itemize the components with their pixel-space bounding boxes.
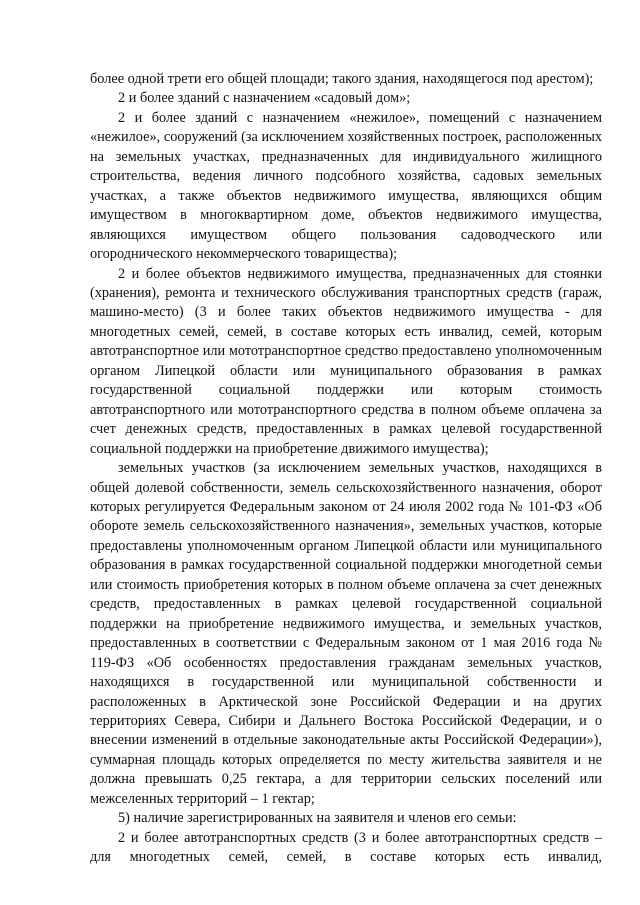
paragraph-vehicles: 2 и более автотранспортных средств (3 и более автотранспортных средств – для многодетных семей, семей, в составе которых есть инвалид, [90,829,602,866]
paragraph-garden-houses: 2 и более зданий с назначением «садовый дом»; [118,90,411,107]
paragraph-non-residential: 2 и более зданий с назначением «нежилое», помещений с назначением «нежилое», сооружений (за исключением хозяйственных построек, расположенных на земельных участках, предназначенных для индивидуального жилищного строительства, ведения личного подсобного хозяйства, садовых земельных участках, а также объектов недвижимого имущества, являющихся общим имуществом в многоквартирном доме, объектов недвижимого имущества, являющихся имуществом общего пользования садоводческого или огороднического некоммерческого товарищества); [90,109,602,263]
paragraph-item-5: 5) наличие зарегистрированных на заявителя и членов его семьи: [118,810,517,827]
paragraph-continuation: более одной трети его общей площади; такого здания, находящегося под арестом); [90,71,594,87]
paragraph-vehicle-storage: 2 и более объектов недвижимого имущества, предназначенных для стоянки (хранения), ремонта и технического обслуживания транспортных средств (гараж, машино-место) (3 и более таких объектов недвижимого имущества - для многодетных семей, семей, в составе которых есть инвалид, семей, которым автотранспортное или мототранспортное средство предоставлено уполномоченным органом Липецкой области или муниципального образования в рамках государственной социальной поддержки или которым стоимость автотранспортного или мототранспортного средства в полном объеме оплачена за счет денежных средств, предоставленных в рамках целевой государственной социальной поддержки на приобретение движимого имущества); [90,265,602,457]
document-body [90,70,602,868]
paragraph-land-plots: земельных участков (за исключением земельных участков, находящихся в общей долевой собственности, земель сельскохозяйственного назначения, оборот которых регулируется Федеральным законом от 24 июля 2002 года № 101-ФЗ «Об обороте земель сельскохозяйственного назначения», земельных участков, которые предоставлены уполномоченным органом Липецкой области или муниципального образования в рамках государственной социальной поддержки многодетной семьи или стоимость приобретения которых в полном объеме оплачена за счет денежных средств, предоставленных в рамках целевой государственной социальной поддержки на приобретение недвижимого имущества, и земельных участков, предоставленных в соответствии с Федеральным законом от 1 мая 2016 года № 119-ФЗ «Об особенностях предоставления гражданам земельных участков, находящихся в государственной или муниципальной собственности и расположенных в Арктической зоне Российской Федерации и на других территориях Севера, Сибири и Дальнего Востока Российской Федерации, и о внесении изменений в отдельные законодательные акты Российской Федерации»), суммарная площадь которых определяется по месту жительства заявителя и не должна превышать 0,25 гектара, а для территории сельских поселений или межселенных территорий – 1 гектар; [90,460,602,807]
